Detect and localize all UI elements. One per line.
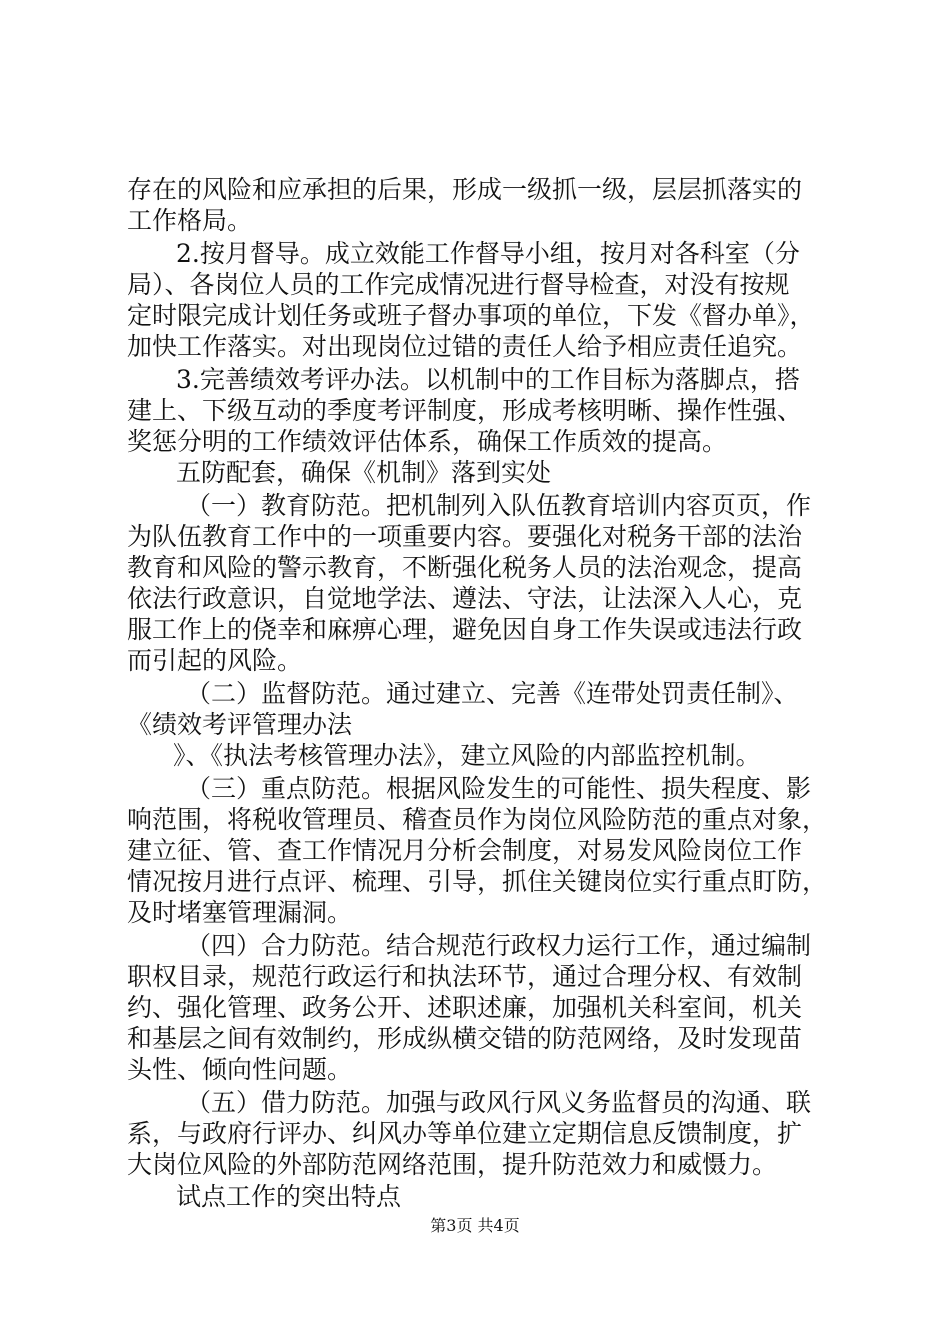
text-line: 》、《执法考核管理办法》，建立风险的内部监控机制。 (173, 741, 761, 770)
page-footer: 第3页 共4页 (430, 1216, 520, 1235)
text-line: 教育和风险的警示教育，不断强化税务人员的法治观念，提高 (127, 553, 803, 582)
text-line: 3.完善绩效考评办法。以机制中的工作目标为落脚点，搭 (176, 365, 800, 394)
text-line: 响范围，将税收管理员、稽查员作为岗位风险防范的重点对象， (127, 805, 828, 834)
text-line: 及时堵塞管理漏洞。 (127, 898, 353, 927)
text-line: 大岗位风险的外部防范网络范围，提升防范效力和威慑力。 (127, 1150, 778, 1179)
text-line: 和基层之间有效制约，形成纵横交错的防范网络，及时发现苗 (127, 1024, 803, 1053)
text-line: 建上、下级互动的季度考评制度，形成考核明晰、操作性强、 (127, 396, 803, 425)
text-line: 定时限完成计划任务或班子督办事项的单位，下发《督办单》， (127, 301, 815, 330)
text-line: （三）重点防范。根据风险发生的可能性、损失程度、影 (186, 774, 812, 803)
text-line: （二）监督防范。通过建立、完善《连带处罚责任制》、 (186, 679, 799, 708)
text-line: 情况按月进行点评、梳理、引导，抓住关键岗位实行重点盯防， (127, 867, 828, 896)
section-heading: 试点工作的突出特点 (176, 1182, 402, 1211)
text-line: 2.按月督导。成立效能工作督导小组，按月对各科室（分 (176, 239, 800, 268)
text-line: 服工作上的侥幸和麻痹心理，避免因自身工作失误或违法行政 (127, 615, 803, 644)
text-line: 奖惩分明的工作绩效评估体系，确保工作质效的提高。 (127, 427, 728, 456)
section-heading: 五防配套，确保《机制》落到实处 (176, 458, 552, 487)
text-line: 职权目录，规范行政运行和执法环节，通过合理分权、有效制 (127, 962, 803, 991)
text-line: 局）、各岗位人员的工作完成情况进行督导检查，对没有按规 (127, 270, 790, 299)
text-line: （一）教育防范。把机制列入队伍教育培训内容页页，作 (186, 491, 812, 520)
text-line: 而引起的风险。 (127, 646, 303, 675)
text-line: 《绩效考评管理办法 (127, 710, 353, 739)
text-line: 加快工作落实。对出现岗位过错的责任人给予相应责任追究。 (127, 332, 803, 361)
text-line: 系，与政府行评办、纠风办等单位建立定期信息反馈制度，扩 (127, 1119, 803, 1148)
text-line: （四）合力防范。结合规范行政权力运行工作，通过编制 (186, 931, 812, 960)
text-line: 工作格局。 (127, 206, 253, 235)
text-line: 约、强化管理、政务公开、述职述廉，加强机关科室间，机关 (127, 993, 803, 1022)
text-line: 存在的风险和应承担的后果，形成一级抓一级，层层抓落实的 (127, 175, 803, 204)
text-line: 为队伍教育工作中的一项重要内容。要强化对税务干部的法治 (127, 522, 803, 551)
text-line: 依法行政意识，自觉地学法、遵法、守法，让法深入人心，克 (127, 584, 803, 613)
text-line: 头性、倾向性问题。 (127, 1055, 353, 1084)
text-line: 建立征、管、查工作情况月分析会制度，对易发风险岗位工作 (127, 836, 803, 865)
text-line: （五）借力防范。加强与政风行风义务监督员的沟通、联 (186, 1088, 812, 1117)
